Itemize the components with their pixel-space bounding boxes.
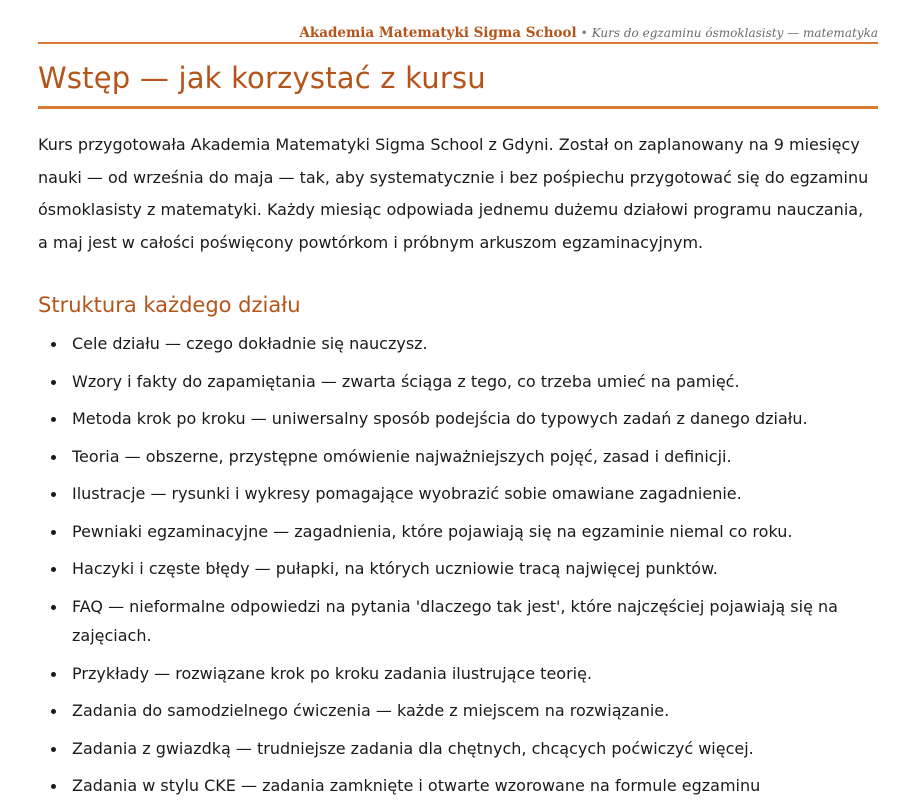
list-item: Cele działu — czego dokładnie się nauczysz. [72, 329, 878, 359]
list-item: Zadania do samodzielnego ćwiczenia — każde z miejscem na rozwiązanie. [72, 696, 878, 726]
page-title: Wstęp — jak korzystać z kursu [38, 58, 878, 109]
list-item: Zadania w stylu CKE — zadania zamknięte i otwarte wzorowane na formule egzaminu [72, 771, 878, 801]
running-header [38, 0, 878, 44]
list-item: Ilustracje — rysunki i wykresy pomagające wyobrazić sobie omawiane zagadnienie. [72, 479, 878, 509]
list-item: FAQ — nieformalne odpowiedzi na pytania 'dlaczego tak jest', które najczęściej pojawiają się na zajęciach. [72, 592, 878, 651]
structure-list [38, 329, 878, 801]
section-heading: Struktura każdego działu [38, 293, 301, 317]
list-item: Metoda krok po kroku — uniwersalny sposób podejścia do typowych zadań z danego działu. [72, 404, 878, 434]
list-item: Przykłady — rozwiązane krok po kroku zadania ilustrujące teorię. [72, 659, 878, 689]
list-item: Wzory i fakty do zapamiętania — zwarta ściąga z tego, co trzeba umieć na pamięć. [72, 367, 878, 397]
header-school-name: Akademia Matematyki Sigma School [299, 25, 577, 41]
document-page [38, 0, 878, 809]
list-item: Haczyki i częste błędy — pułapki, na których uczniowie tracą najwięcej punktów. [72, 554, 878, 584]
list-item: Teoria — obszerne, przystępne omówienie najważniejszych pojęć, zasad i definicji. [72, 442, 878, 472]
header-course-name: Kurs do egzaminu ósmoklasisty — matematyka [591, 26, 878, 40]
list-item: Zadania z gwiazdką — trudniejsze zadania dla chętnych, chcących poćwiczyć więcej. [72, 734, 878, 764]
intro-paragraph: Kurs przygotowała Akademia Matematyki Sigma School z Gdyni. Został on zaplanowany na 9 miesięcy nauki — od września do maja — tak, aby systematycznie i bez pośpiechu przygotować się do egzaminu ósmoklasisty z matematyki. Każdy miesiąc odpowiada jednemu dużemu działowi programu nauczania, a maj jest w całości poświęcony powtórkom i próbnym arkuszom egzaminacyjnym. [38, 135, 869, 252]
list-item: Pewniaki egzaminacyjne — zagadnienia, które pojawiają się na egzaminie niemal co roku. [72, 517, 878, 547]
header-separator: • [580, 26, 588, 40]
